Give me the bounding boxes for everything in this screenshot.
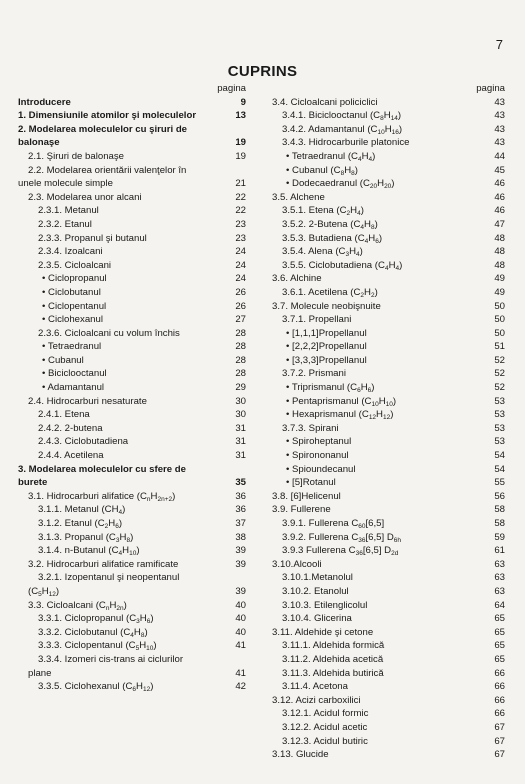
- toc-entry-title: • Biciclooctanul: [42, 368, 107, 380]
- toc-entry-page: 24: [235, 246, 246, 258]
- toc-entry: [262, 748, 505, 762]
- toc-entry-title: 3.5. Alchene: [272, 191, 325, 203]
- toc-entry: [18, 639, 246, 653]
- toc-entry: [262, 653, 505, 667]
- toc-entry: [262, 571, 505, 585]
- toc-entry-title: 3.9.1. Fullerena $C_{60}[6,5]$: [282, 518, 385, 530]
- toc-entry-page: 9: [240, 96, 246, 108]
- toc-entry: [262, 585, 505, 599]
- toc-entry-title: 3.11.3. Aldehida butirică: [282, 667, 384, 679]
- toc-entry-title: 2.4.4. Acetilena: [38, 450, 104, 462]
- toc-entry-title: 2.3.1. Metanul: [38, 205, 99, 217]
- toc-entry: [18, 422, 246, 436]
- toc-entry-page: 61: [494, 545, 505, 557]
- toc-entry-title: • Triprismanul $(C_6H_6)$: [286, 382, 375, 395]
- toc-entry-title: 3.1.2. Etanul $(C_2H_6)$: [38, 518, 123, 530]
- toc-entry-page: 65: [494, 653, 505, 665]
- toc-entry: [18, 544, 246, 558]
- toc-entry-page: 27: [235, 314, 246, 326]
- toc-entry-title: • Pentaprismanul $(C_{10}H_{10})$: [286, 395, 397, 408]
- toc-entry-page: 59: [494, 531, 505, 543]
- toc-entry-title: 2. Modelarea moleculelor cu şiruri de: [18, 123, 188, 135]
- toc-entry-page: 49: [494, 286, 505, 298]
- toc-entry-page: 28: [235, 368, 246, 380]
- toc-entry-title: • [5]Rotanul: [286, 477, 336, 489]
- toc-entry: [18, 272, 246, 286]
- toc-entry-title: 3.3.3. Ciclopentanul $(C_5H_{10})$: [38, 640, 157, 653]
- toc-entry-title: 3.10.3. Etilenglicolul: [282, 599, 368, 611]
- toc-entry-page: 24: [235, 259, 246, 271]
- toc-entry: [262, 517, 505, 531]
- toc-entry-page: 41: [235, 640, 246, 652]
- toc-entry: [18, 490, 246, 504]
- toc-entry-page: 38: [235, 531, 246, 543]
- toc-entry: [262, 204, 505, 218]
- toc-entry: [262, 395, 505, 409]
- toc-entry-title: 3.12.3. Acidul butiric: [282, 735, 368, 747]
- toc-entry-page: 39: [235, 545, 246, 557]
- toc-entry: [262, 123, 505, 137]
- toc-entry-page: 23: [235, 232, 246, 244]
- toc-entry: [18, 136, 246, 150]
- toc-entry-title: • [2,2,2]Propellanul: [286, 341, 367, 353]
- toc-entry-page: 22: [235, 191, 246, 203]
- toc-entry-title: 3.4.3. Hidrocarburile platonice: [282, 137, 410, 149]
- toc-entry-title: 2.4.2. 2-butena: [38, 422, 103, 434]
- toc-entry-page: 67: [494, 735, 505, 747]
- toc-entry-page: 43: [494, 110, 505, 122]
- toc-entry: [18, 667, 246, 681]
- toc-entry: [262, 721, 505, 735]
- toc-entry-title: 3.1.3. Propanul $(C_3H_8)$: [38, 531, 134, 544]
- toc-entry: [262, 531, 505, 545]
- toc-entry: [18, 232, 246, 246]
- toc-entry: [262, 354, 505, 368]
- toc-entry-title: 3.1. Hidrocarburi alifatice $(C_nH_{2n+2})$: [28, 490, 176, 503]
- toc-entry-page: 63: [494, 585, 505, 597]
- toc-entry-page: 53: [494, 409, 505, 421]
- toc-entry-title: 2.3.6. Cicloalcani cu volum închis: [38, 327, 180, 339]
- toc-entry-page: 50: [494, 327, 505, 339]
- toc-entry: [262, 639, 505, 653]
- toc-column-right: [262, 82, 505, 762]
- toc-entry-title: 3.11.1. Aldehida formică: [282, 640, 385, 652]
- toc-entry: [262, 177, 505, 191]
- toc-entry: [262, 680, 505, 694]
- toc-entry-page: 46: [494, 191, 505, 203]
- toc-entry-title: 2.4.3. Ciclobutadiena: [38, 436, 129, 448]
- toc-entry: [262, 136, 505, 150]
- toc-entry-title: 3.9.3 Fullerena $C_{36}[6,5]$ $D_{2d}$: [282, 545, 399, 558]
- toc-entry-title: 2.1. Şiruri de balonaşe: [28, 150, 124, 162]
- toc-entry-title: 3.12.2. Acidul acetic: [282, 721, 368, 733]
- toc-entry-page: 40: [235, 599, 246, 611]
- toc-entry-title: 3.10.2. Etanolul: [282, 585, 349, 597]
- toc-entry-title: 2.4. Hidrocarburi nesaturate: [28, 395, 147, 407]
- toc-entry-title: • Spiroheptanul: [286, 436, 352, 448]
- toc-entry: [18, 599, 246, 613]
- toc-list-left: [18, 96, 246, 694]
- toc-entry-title: • Ciclobutanul: [42, 286, 101, 298]
- toc-entry-page: 66: [494, 708, 505, 720]
- toc-entry-title: • Tetraedranul $(C_4H_4)$: [286, 150, 376, 163]
- toc-entry-title: $(C_5H_{12})$: [28, 585, 60, 598]
- toc-entry-page: 66: [494, 681, 505, 693]
- toc-entry-title: • [3,3,3]Propellanul: [286, 354, 367, 366]
- toc-entry: [18, 96, 246, 110]
- toc-entry-title: • Ciclopropanul: [42, 273, 107, 285]
- toc-entry-title: 3.4.2. Adamantanul $(C_{10}H_{16})$: [282, 123, 403, 136]
- toc-entry-page: 43: [494, 96, 505, 108]
- toc-entry-title: • Cubanul $(C_8H_8)$: [286, 164, 358, 177]
- toc-entry-title: 3.5.4. Alena $(C_3H_4)$: [282, 246, 363, 259]
- toc-entry-page: 43: [494, 123, 505, 135]
- toc-entry-page: 22: [235, 205, 246, 217]
- toc-entry-title: 3.7.3. Spirani: [282, 422, 339, 434]
- toc-entry: [262, 667, 505, 681]
- toc-entry: [262, 109, 505, 123]
- toc-entry-page: 30: [235, 395, 246, 407]
- toc-entry-title: plane: [28, 667, 52, 679]
- toc-entry-title: 2.4.1. Etena: [38, 409, 90, 421]
- toc-entry-page: 52: [494, 382, 505, 394]
- toc-entry-title: 3.5.3. Butadiena $(C_4H_6)$: [282, 232, 383, 245]
- toc-entry-page: 48: [494, 246, 505, 258]
- toc-entry-page: 46: [494, 205, 505, 217]
- toc-entry: [18, 109, 246, 123]
- toc-entry-title: balonaşe: [18, 137, 60, 149]
- toc-entry-title: 3.3.2. Ciclobutanul $(C_4H_8)$: [38, 626, 148, 639]
- toc-entry: [262, 490, 505, 504]
- toc-entry-title: • Spioundecanul: [286, 463, 356, 475]
- toc-entry-page: 53: [494, 395, 505, 407]
- toc-entry: [18, 558, 246, 572]
- toc-entry-title: 3.8. [6]Helicenul: [272, 490, 341, 502]
- toc-entry: [18, 340, 246, 354]
- page-title: CUPRINS: [227, 63, 298, 80]
- toc-entry-title: • Cubanul: [42, 354, 84, 366]
- toc-entry-page: 26: [235, 286, 246, 298]
- toc-entry-page: 58: [494, 518, 505, 529]
- toc-entry: [262, 599, 505, 613]
- toc-entry: [18, 585, 246, 599]
- toc-entry: [262, 259, 505, 273]
- toc-entry: [18, 259, 246, 273]
- toc-entry-title: 3. Modelarea moleculelor cu sfere de: [18, 463, 186, 475]
- toc-entry-title: 3.12. Acizi carboxilici: [272, 694, 361, 706]
- toc-entry-page: 24: [235, 273, 246, 285]
- toc-entry: [262, 367, 505, 381]
- toc-entry: [18, 245, 246, 259]
- toc-entry-title: 2.2. Modelarea orientării valenţelor în: [28, 164, 187, 176]
- toc-entry-title: 2.3.3. Propanul şi butanul: [38, 232, 147, 244]
- toc-entry: [18, 653, 246, 667]
- toc-entry: [262, 272, 505, 286]
- toc-entry-title: 3.3. Cicloalcani $(C_nH_{2n})$: [28, 599, 127, 612]
- toc-entry-page: 66: [494, 667, 505, 679]
- toc-entry-page: 65: [494, 626, 505, 638]
- toc-entry: [262, 503, 505, 517]
- toc-entry: [18, 177, 246, 191]
- toc-entry-title: 2.3.4. Izoalcani: [38, 246, 103, 258]
- toc-entry-title: 3.4. Cicloalcani policiclici: [272, 96, 378, 108]
- toc-entry-title: 3.2. Hidrocarburi alifatice ramificate: [28, 558, 179, 570]
- toc-entry-page: 42: [235, 681, 246, 693]
- toc-entry-title: • [1,1,1]Propellanul: [286, 327, 367, 339]
- toc-entry-page: 29: [235, 382, 246, 394]
- toc-entry: [262, 286, 505, 300]
- toc-entry-title: 1. Dimensiunile atomilor şi moleculelor: [18, 110, 197, 122]
- toc-entry-title: 3.5.1. Etena $(C_2H_4)$: [282, 205, 364, 218]
- toc-header-pagina: pagina: [476, 83, 505, 94]
- toc-entry: [262, 422, 505, 436]
- toc-entry-page: 31: [235, 422, 246, 434]
- toc-entry-page: 36: [235, 504, 246, 516]
- toc-entry-page: 55: [494, 477, 505, 489]
- toc-entry-title: 3.11.2. Aldehida acetică: [282, 653, 384, 665]
- toc-entry-page: 40: [235, 613, 246, 625]
- toc-entry-page: 52: [494, 368, 505, 380]
- toc-entry: [262, 232, 505, 246]
- toc-entry-title: 3.11.4. Acetona: [282, 681, 348, 693]
- toc-entry: [262, 218, 505, 232]
- toc-entry-title: • Adamantanul: [42, 382, 105, 394]
- toc-entry-page: 66: [494, 694, 505, 706]
- toc-entry-title: 3.1.1. Metanul $(CH_4)$: [38, 504, 126, 517]
- toc-entry: [262, 313, 505, 327]
- toc-entry: [262, 300, 505, 314]
- toc-entry-page: 40: [235, 626, 246, 638]
- toc-entry: [18, 300, 246, 314]
- toc-entry: [262, 327, 505, 341]
- toc-entry-page: 28: [235, 354, 246, 366]
- toc-entry-page: 13: [235, 110, 246, 122]
- toc-entry-title: 3.7. Molecule neobişnuite: [272, 300, 381, 312]
- toc-entry-page: 43: [494, 137, 505, 149]
- toc-entry-page: 30: [235, 409, 246, 421]
- toc-entry-page: 41: [235, 667, 246, 679]
- toc-entry-title: 3.1.4. n-Butanul $(C_4H_{10})$: [38, 545, 140, 558]
- toc-entry: [18, 612, 246, 626]
- toc-entry: [18, 123, 246, 137]
- toc-entry-title: • Tetraedranul: [42, 341, 102, 353]
- toc-entry-title: 3.5.2. 2-Butena $(C_4H_8)$: [282, 218, 378, 231]
- toc-entry: [262, 463, 505, 477]
- toc-entry-page: 56: [494, 490, 505, 502]
- toc-entry-title: 3.3.1. Ciclopropanul $(C_3H_6)$: [38, 613, 154, 626]
- toc-entry-page: 53: [494, 436, 505, 448]
- toc-entry: [262, 626, 505, 640]
- toc-entry: [18, 449, 246, 463]
- toc-entry-title: 3.13. Glucide: [272, 749, 329, 761]
- toc-entry-page: 46: [494, 178, 505, 190]
- toc-entry: [18, 517, 246, 531]
- toc-entry: [262, 707, 505, 721]
- toc-entry-title: • Spirononanul: [286, 450, 349, 462]
- toc-entry: [262, 245, 505, 259]
- toc-entry-title: • Dodecaedranul $(C_{20}H_{20})$: [286, 178, 395, 191]
- toc-entry: [18, 313, 246, 327]
- toc-entry: [262, 435, 505, 449]
- toc-entry-page: 53: [494, 422, 505, 434]
- toc-entry: [18, 204, 246, 218]
- toc-entry: [18, 164, 246, 178]
- toc-entry-page: 31: [235, 436, 246, 448]
- toc-entry: [18, 680, 246, 694]
- toc-entry-page: 51: [494, 341, 505, 353]
- toc-entry: [18, 531, 246, 545]
- toc-entry: [18, 476, 246, 490]
- toc-entry-title: 3.6. Alchine: [272, 273, 322, 285]
- toc-entry-page: 50: [494, 300, 505, 312]
- toc-entry-title: 3.6.1. Acetilena $(C_2H_2)$: [282, 286, 378, 299]
- toc-entry-title: 3.5.5. Ciclobutadiena $(C_4H_4)$: [282, 259, 403, 272]
- toc-entry-page: 45: [494, 164, 505, 176]
- toc-entry: [18, 367, 246, 381]
- toc-entry-title: 3.3.5. Ciclohexanul $(C_6H_{12})$: [38, 681, 154, 694]
- toc-entry-page: 19: [235, 150, 246, 162]
- toc-entry-title: • Ciclohexanul: [42, 314, 103, 326]
- toc-entry-page: 63: [494, 572, 505, 584]
- toc-entry: [262, 381, 505, 395]
- toc-entry-title: 2.3. Modelarea unor alcani: [28, 191, 142, 203]
- toc-entry-title: • Ciclopentanul: [42, 300, 107, 312]
- toc-list-right: [262, 96, 505, 762]
- toc-entry: [262, 694, 505, 708]
- toc-entry: [18, 150, 246, 164]
- toc-entry: [262, 164, 505, 178]
- toc-entry-title: 2.3.5. Cicloalcani: [38, 259, 112, 271]
- toc-entry: [18, 571, 246, 585]
- toc-entry: [18, 381, 246, 395]
- toc-entry-title: 3.10.Alcooli: [272, 558, 322, 570]
- toc-entry-title: 3.10.4. Glicerina: [282, 613, 352, 625]
- toc-entry-title: unele molecule simple: [18, 178, 113, 190]
- toc-entry-page: 54: [494, 463, 505, 475]
- toc-entry-title: 3.4.1. Biciclooctanul $(C_8H_{14})$: [282, 110, 402, 123]
- toc-entry-page: 23: [235, 218, 246, 230]
- toc-entry: [18, 395, 246, 409]
- toc-entry-page: 48: [494, 232, 505, 244]
- toc-entry: [262, 191, 505, 205]
- toc-entry: [18, 626, 246, 640]
- toc-entry: [262, 735, 505, 749]
- toc-entry-page: 63: [494, 558, 505, 570]
- toc-entry-page: 58: [494, 504, 505, 516]
- toc-entry: [18, 286, 246, 300]
- toc-entry-page: 44: [494, 150, 505, 162]
- toc-entry: [262, 449, 505, 463]
- toc-entry-page: 37: [235, 518, 246, 529]
- toc-entry-page: 67: [494, 749, 505, 761]
- toc-entry-page: 48: [494, 259, 505, 271]
- toc-entry-page: 54: [494, 450, 505, 462]
- toc-entry-page: 52: [494, 354, 505, 366]
- toc-entry-title: Introducere: [18, 96, 71, 108]
- toc-entry: [262, 340, 505, 354]
- toc-entry-page: 39: [235, 558, 246, 570]
- toc-entry-page: 65: [494, 640, 505, 652]
- toc-entry-page: 28: [235, 341, 246, 353]
- toc-entry-page: 31: [235, 450, 246, 462]
- toc-header-pagina: pagina: [217, 83, 246, 94]
- toc-entry-title: 3.7.2. Prismani: [282, 368, 346, 380]
- toc-column-left: [18, 82, 246, 694]
- toc-entry-page: 47: [494, 218, 505, 230]
- toc-entry: [18, 191, 246, 205]
- toc-entry-page: 26: [235, 300, 246, 312]
- toc-entry-title: 3.2.1. Izopentanul şi neopentanul: [38, 572, 180, 584]
- toc-entry-page: 21: [235, 178, 246, 190]
- toc-entry-title: 3.9.2. Fullerena $C_{36}[6,5]$ $D_{6h}$: [282, 531, 401, 544]
- toc-entry-title: 3.9. Fullerene: [272, 504, 331, 516]
- toc-entry-page: 50: [494, 314, 505, 326]
- toc-entry: [18, 354, 246, 368]
- toc-entry-title: 3.3.4. Izomeri cis-trans ai ciclurilor: [38, 653, 184, 665]
- toc-entry-title: 3.10.1.Metanolul: [282, 572, 353, 584]
- toc-entry-page: 65: [494, 613, 505, 625]
- toc-entry: [18, 503, 246, 517]
- toc-entry-title: 3.11. Aldehide şi cetone: [272, 626, 374, 638]
- toc-entry: [262, 544, 505, 558]
- toc-entry-title: • Hexaprismanul $(C_{12}H_{12})$: [286, 409, 394, 422]
- toc-entry-page: 35: [235, 477, 246, 489]
- toc-entry: [262, 612, 505, 626]
- toc-entry-title: 2.3.2. Etanul: [38, 218, 92, 230]
- toc-entry-title: burete: [18, 477, 48, 489]
- toc-entry: [262, 558, 505, 572]
- toc-entry-page: 64: [494, 599, 505, 611]
- toc-entry-page: 28: [235, 327, 246, 339]
- toc-entry: [18, 463, 246, 477]
- toc-entry: [262, 96, 505, 110]
- page-number: 7: [495, 37, 503, 52]
- toc-entry-title: 3.7.1. Propellani: [282, 314, 352, 326]
- toc-entry-page: 36: [235, 490, 246, 502]
- toc-entry: [18, 435, 246, 449]
- toc-entry: [262, 150, 505, 164]
- toc-entry-page: 49: [494, 273, 505, 285]
- toc-entry: [262, 408, 505, 422]
- toc-entry: [262, 476, 505, 490]
- toc-entry-page: 67: [494, 721, 505, 733]
- toc-entry-page: 19: [235, 137, 246, 149]
- toc-entry-title: 3.12.1. Acidul formic: [282, 708, 369, 720]
- toc-entry: [18, 218, 246, 232]
- toc-entry: [18, 408, 246, 422]
- toc-entry-page: 39: [235, 585, 246, 597]
- toc-entry: [18, 327, 246, 341]
